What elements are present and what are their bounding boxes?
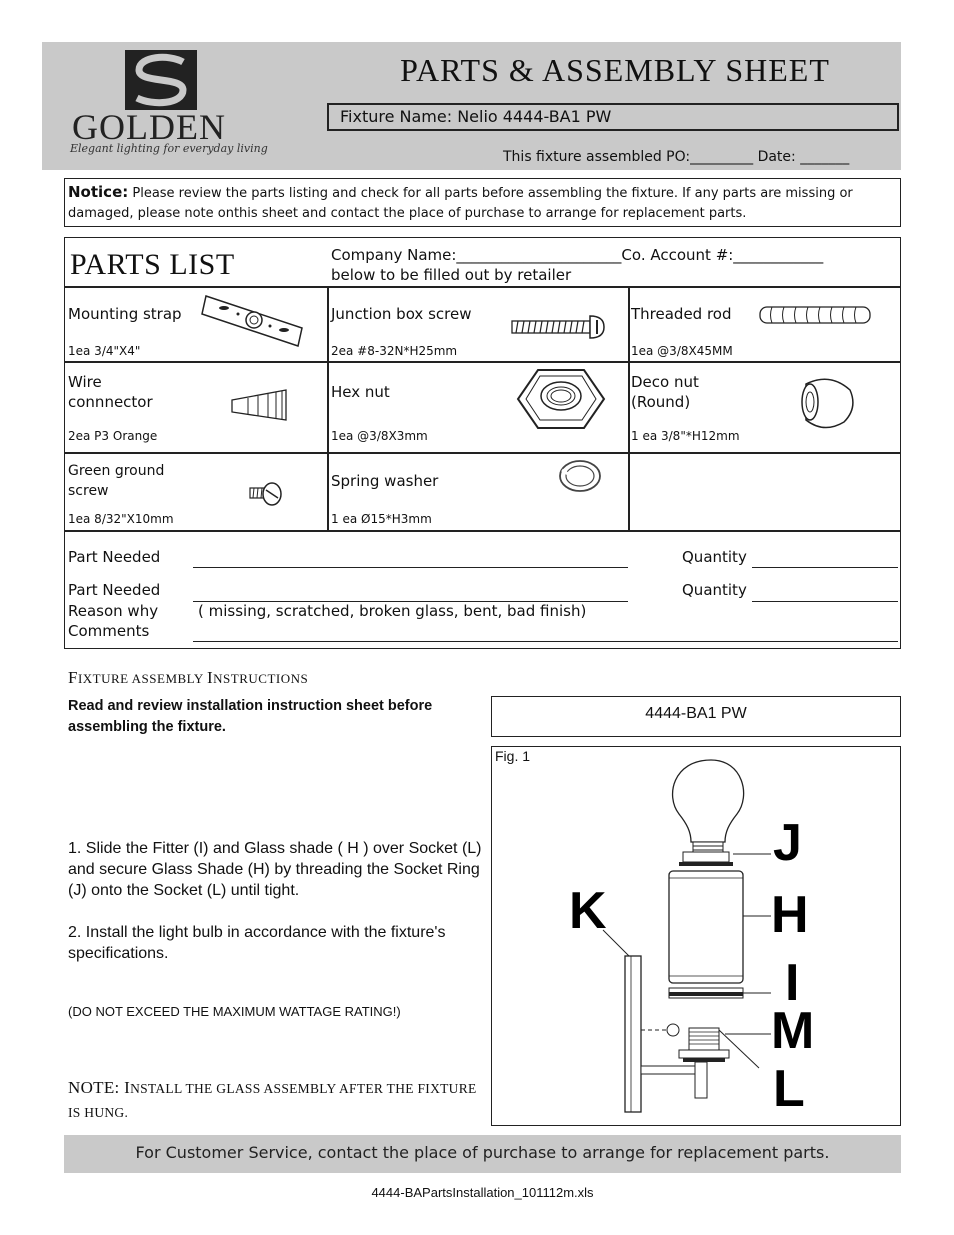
part-spec: 2ea P3 Orange — [68, 429, 158, 443]
fitter-icon — [669, 988, 743, 998]
page-title: PARTS & ASSEMBLY SHEET — [400, 52, 830, 88]
company-fields[interactable] — [331, 245, 823, 285]
quantity-field[interactable] — [752, 601, 898, 602]
quantity-label: Quantity — [682, 548, 747, 566]
model-number: 4444-BA1 PW — [645, 705, 747, 722]
brand-name: GOLDEN — [72, 107, 226, 147]
notice-label: Notice: — [68, 183, 129, 201]
part-name: Hex nut — [331, 383, 390, 401]
callout-l: L — [773, 1060, 805, 1118]
callout-m: M — [771, 1002, 815, 1060]
quantity-label: Quantity — [682, 581, 747, 599]
po-date-line[interactable]: This fixture assembled PO:_________ Date: _______ — [503, 149, 850, 165]
reason-hint: ( missing, scratched, broken glass, bent, bad finish) — [198, 602, 587, 620]
callout-j: J — [773, 814, 802, 872]
deco-nut-icon — [796, 374, 858, 430]
part-spec: 1ea 8/32"X10mm — [68, 512, 174, 526]
step-2: 2. Install the light bulb in accordance with the fixture's specifications. — [68, 924, 446, 962]
socket-ring-icon — [679, 852, 733, 866]
glass-shade-icon — [669, 871, 743, 983]
part-name: Green ground screw — [68, 463, 165, 499]
part-needed-label: Part Needed — [68, 548, 161, 566]
threaded-rod-icon — [756, 302, 874, 328]
part-spec: 1ea @3/8X45MM — [631, 344, 733, 358]
instructions-title: FIXTURE ASSEMBLY INSTRUCTIONS — [68, 668, 309, 687]
hex-nut-icon — [516, 366, 606, 432]
part-needed-label: Part Needed — [68, 581, 161, 599]
part-name: Mounting strap — [68, 305, 182, 323]
figure-label: Fig. 1 — [495, 748, 531, 764]
junction-box-screw-icon — [508, 312, 608, 342]
socket-icon — [679, 1028, 729, 1062]
install-note: NOTE: INSTALL THE GLASS ASSEMBLY AFTER THE FIXTURE IS HUNG. — [68, 1078, 477, 1120]
part-name: Threaded rod — [631, 305, 732, 323]
file-name: 4444-BAPartsInstallation_101112m.xls — [371, 1185, 594, 1200]
callout-i: I — [785, 954, 800, 1012]
part-spec: 1ea @3/8X3mm — [331, 429, 428, 443]
part-spec: 1 ea Ø15*H3mm — [331, 512, 432, 526]
part-spec: 2ea #8-32N*H25mm — [331, 344, 458, 358]
footer-text: For Customer Service, contact the place of purchase to arrange for replacement parts. — [135, 1143, 830, 1162]
reason-label: Reason why — [68, 602, 159, 620]
fixture-name: Fixture Name: Nelio 4444-BA1 PW — [340, 107, 612, 126]
read-first-text: Read and review installation instruction sheet before assembling the fixture. — [68, 698, 433, 735]
mounting-strap-icon — [198, 290, 310, 352]
brand-tagline: Elegant lighting for everyday living — [70, 142, 268, 155]
part-spec: 1 ea 3/8"*H12mm — [631, 429, 740, 443]
part-spec: 1ea 3/4"X4" — [68, 344, 141, 358]
light-bulb-icon — [673, 760, 744, 860]
parts-list-title: PARTS LIST — [70, 248, 235, 281]
part-name: Deco nut (Round) — [631, 373, 699, 411]
part-name: Spring washer — [331, 472, 439, 490]
notice-text — [68, 182, 893, 224]
wire-connector-icon — [228, 388, 292, 424]
quantity-field[interactable] — [752, 567, 898, 568]
company-line[interactable]: Company Name:______________________Co. Account #:____________ — [331, 246, 824, 264]
company-note: below to be filled out by retailer — [331, 266, 572, 284]
comments-label: Comments — [68, 622, 150, 640]
comments-field[interactable] — [193, 641, 898, 642]
wattage-warning: (DO NOT EXCEED THE MAXIMUM WATTAGE RATING!) — [68, 1004, 401, 1019]
callout-k: K — [569, 882, 607, 940]
callout-h: H — [771, 886, 809, 944]
part-name: Wire connnector — [68, 373, 153, 411]
assembly-diagram — [493, 748, 899, 1124]
ground-screw-icon — [248, 480, 284, 508]
golden-logo-icon — [125, 50, 197, 110]
spring-washer-icon — [556, 456, 604, 496]
part-name: Junction box screw — [331, 305, 472, 323]
part-needed-field[interactable] — [193, 567, 628, 568]
notice-body: Please review the parts listing and check for all parts before assembling the fixture. If any parts are missing or damaged, please note onthis sheet and contact the place of purchase to arrange for replacement parts. — [68, 186, 853, 221]
parts-list-table — [64, 237, 901, 649]
step-1: 1. Slide the Fitter (I) and Glass shade ( H ) over Socket (L) and secure Glass Shade (H) by threading the Socket Ring (J) onto the Socket (L) until tight. — [68, 840, 482, 899]
